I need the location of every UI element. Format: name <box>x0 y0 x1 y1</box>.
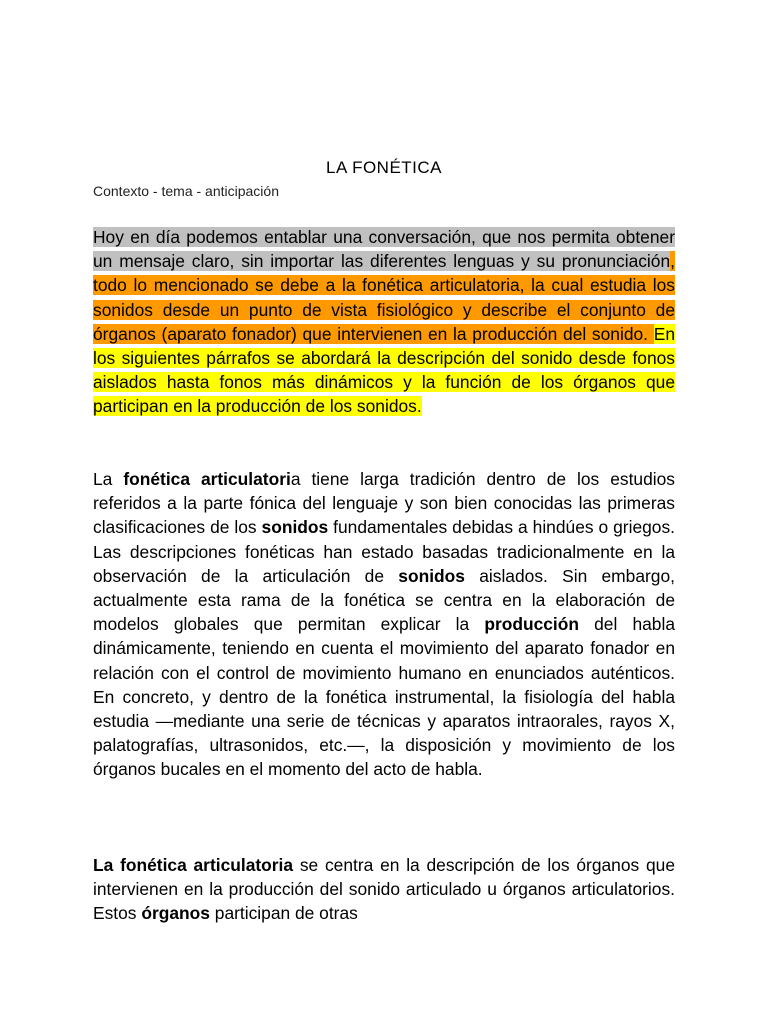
intro-paragraph <box>93 225 675 419</box>
bold-term: La fonética articulatoria <box>93 855 294 875</box>
body-paragraph-2 <box>93 853 675 926</box>
body-paragraph-1 <box>93 467 675 782</box>
bold-term: fonética articulatori <box>123 469 291 489</box>
text-run: a tiene larga tradición dentro de los estudios referidos a la parte fónica del lenguaje y son bien conocidas las primeras clasificaciones de los <box>93 469 675 538</box>
text-run: participan de otras <box>209 903 358 924</box>
bold-term: producción <box>484 614 580 635</box>
text-run: aislados. Sin embargo, actualmente esta rama de la fonética se centra en la elaboración de modelos globales que permitan explicar la <box>93 565 675 635</box>
text-run: La <box>93 469 124 489</box>
bold-term: sonidos <box>261 517 329 538</box>
bold-term: sonidos <box>398 565 465 586</box>
document-subtitle: Contexto - tema - anticipación <box>93 183 279 199</box>
bold-term: órganos <box>141 903 210 924</box>
yellow-highlight-text: En los siguientes párrafos se abordará la descripción del sonido desde fonos aislados hasta fonos más dinámicos y la función de los órganos que participan en la producción de los sonidos. <box>93 323 675 417</box>
gray-highlight-text: Hoy en día podemos entablar una conversación, que nos permita obtener un mensaje claro, sin importar las diferentes lenguas y su pronunciación <box>93 227 675 272</box>
document-title: LA FONÉTICA <box>325 158 443 177</box>
text-run: se centra en la descripción de los órganos que intervienen en la producción del sonido articulado u órganos articulatorios. Estos <box>93 855 675 924</box>
text-run: del habla dinámicamente, teniendo en cuenta el movimiento del aparato fonador en relación con el control de movimiento humano en enunciados auténticos. En concreto, y dentro de la fonética instrumental, la fisiología del habla estudia —mediante una serie de técnicas y aparatos intraorales, rayos X, palatografías, ultrasonidos, etc.—, la disposición y movimiento de los órganos bucales en el momento del acto de habla. <box>93 614 675 780</box>
text-run: fundamentales debidas a hindúes o griegos. Las descripciones fonéticas han estado basadas tradicionalmente en la observación de la articulación de <box>93 517 675 586</box>
orange-highlight-text: , todo lo mencionado se debe a la fonética articulatoria, la cual estudia los sonidos desde un punto de vista fisiológico y describe el conjunto de órganos (aparato fonador) que intervienen en la producción del sonido. <box>93 251 675 344</box>
